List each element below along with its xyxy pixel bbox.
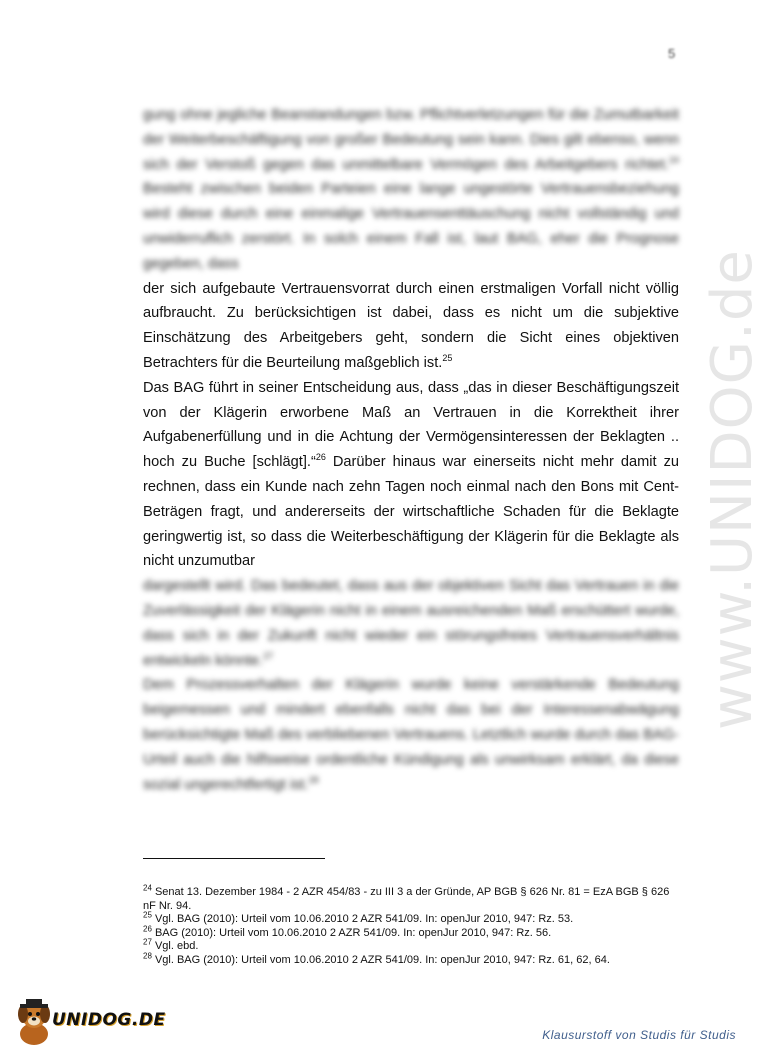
dog-mascot-icon: [12, 998, 56, 1048]
blurred-paragraph-3: Dem Prozessverhalten der Klägerin wurde keine verstärkende Bedeutung beigemessen und mindert ebenfalls nicht das bei der Interessenabwägung berücksichtigte Maß des verbliebenen Vertrauens. Letztlich wurde durch das BAG-Urteil auch die hilfsweise ordentliche Kündigung als unwirksam erklärt, da diese sozial ungerechtfertigt ist.$^{28}$: [143, 677, 679, 793]
footnote-ref-26: 26: [315, 452, 326, 463]
page-number: 5: [668, 46, 676, 61]
paragraph-2: Das BAG führt in seiner Entscheidung aus, dass „das in dieser Beschäftigungszeit von der Klägerin erworbene Maß an Vertrauen in die Korrektheit ihrer Aufgabenerfüllung und in die Achtung der Vermögensinteressen der Beklagten .. hoch zu Buche [schlägt].“$^{26}$ Darüber hinaus war einerseits nicht mehr damit zu rechnen, dass ein Kunde nach zehn Tagen noch einmal nach den Bons mit Cent-Beträgen fragt, und andererseits der wirtschaftliche Schaden für die Beklagte geringwertig ist, so dass die Weiterbeschäftigung der Klägerin für die Beklagte als nicht unzumutbar: [143, 379, 679, 570]
footnote-27: $^{27}$ Vgl. ebd.: [143, 937, 199, 953]
footnote-separator: [143, 858, 325, 859]
footnote-26: $^{26}$ BAG (2010): Urteil vom 10.06.2010 2 AZR 541/09. In: openJur 2010, 947: Rz. 56.: [143, 924, 552, 939]
blurred-paragraph-2: dargestellt wird. Das bedeutet, dass aus der objektiven Sicht das Vertrauen in die Zuverlässigkeit der Klägerin nicht in einem ausreichenden Maß erschüttert wurde, dass sich in der Zukunft nicht wieder ein störungsfreies Vertrauensverhältnis entwickeln könnte.$^{27}$: [143, 578, 679, 669]
footer-tagline: Klausurstoff von Studis für Studis: [542, 1028, 736, 1042]
logo-text: UNIDOG.DE: [52, 1010, 166, 1030]
unidog-logo[interactable]: [12, 996, 166, 1052]
footnote-25: $^{25}$ Vgl. BAG (2010): Urteil vom 10.06.2010 2 AZR 541/09. In: openJur 2010, 947: Rz. 53.: [143, 910, 574, 926]
body-text: [143, 103, 679, 797]
watermark: www.UNIDOG.de: [700, 249, 765, 730]
footnote-28: $^{28}$ Vgl. BAG (2010): Urteil vom 10.06.2010 2 AZR 541/09. In: openJur 2010, 947: Rz. 61, 62, 64.: [143, 951, 610, 966]
paragraph-1: der sich aufgebaute Vertrauensvorrat durch einen erstmaligen Vorfall nicht völlig aufbraucht. Zu berücksichtigen ist dabei, dass es nicht um die subjektive Einschätzung des Arbeitgebers geht, sondern die Sicht eines objektiven Betrachters für die Beurteilung maßgeblich ist.$^{25}$: [143, 280, 679, 371]
footnote-24: $^{24}$ Senat 13. Dezember 1984 - 2 AZR 454/83 - zu III 3 a der Gründe, AP BGB § 626 Nr. 81 = EzA BGB § 626 nF Nr. 94.: [143, 883, 670, 912]
footnote-ref-25: 25: [442, 353, 453, 364]
blurred-paragraph-1: gung ohne jegliche Beanstandungen bzw. Pflichtverletzungen für die Zumutbarkeit der Weiterbeschäftigung von großer Bedeutung sein kann. Dies gilt ebenso, wenn sich der Verstoß gegen das unmittelbare Vermögen des Arbeitgebers richtet.$^{24}$ Besteht zwischen beiden Parteien eine lange ungestörte Vertrauensbeziehung wird diese durch eine einmalige Vertrauensenttäuschung nicht vollständig und unwiderruflich zerstört. In solch einem Fall ist, laut BAG, eher die Prognose gegeben, dass: [143, 107, 679, 272]
footnotes: [143, 883, 683, 968]
